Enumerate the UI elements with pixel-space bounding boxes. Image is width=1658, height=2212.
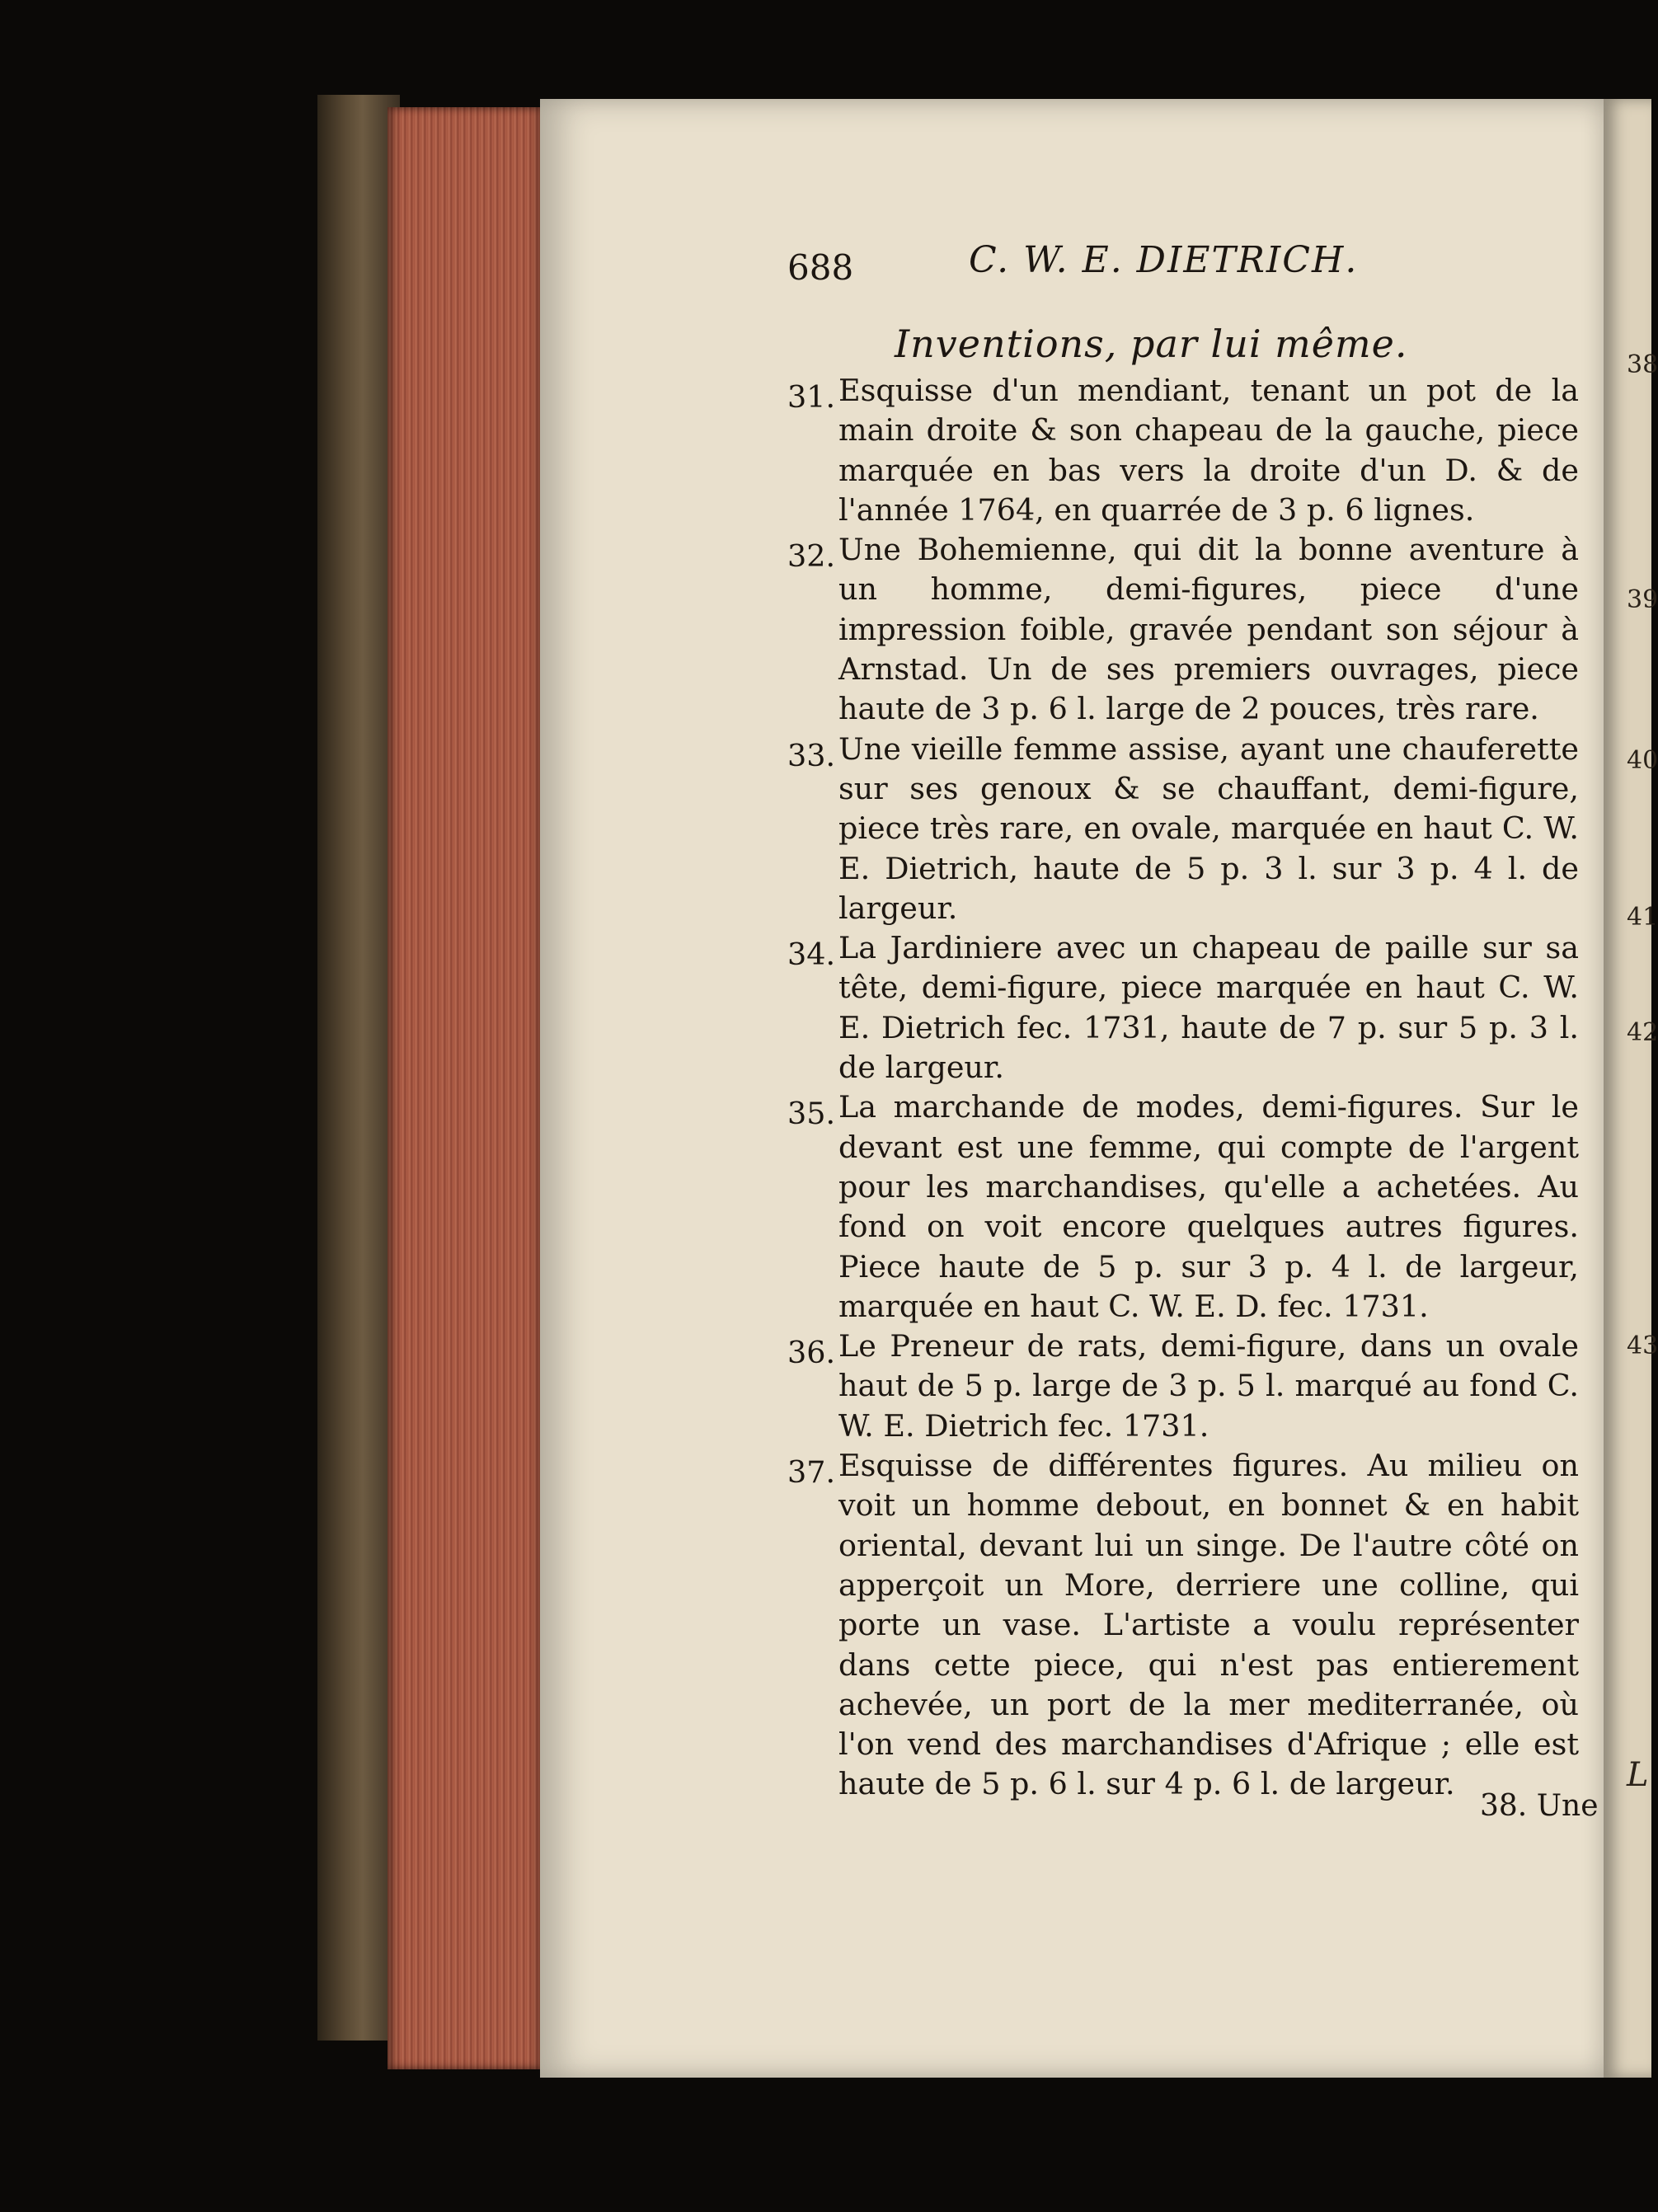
page-number: 688 (787, 247, 854, 288)
facing-page-number: 39 (1627, 585, 1658, 614)
catalogue-entry (787, 371, 1579, 530)
catalogue-entry (787, 1087, 1579, 1327)
entry-number: 35. (787, 1096, 836, 1132)
facing-page-number: 41 (1627, 903, 1658, 932)
entry-text: La Jardiniere avec un chapeau de paille sur sa tête, demi-figure, piece marquée en haut C. W. E. Dietrich fec. 1731, haute de 7 p. sur 5 p. 3 l. de largeur. (838, 930, 1579, 1086)
entry-number: 31. (787, 379, 836, 415)
facing-page-number: 43 (1627, 1331, 1658, 1360)
entry-text: Esquisse de différentes figures. Au milieu on voit un homme debout, en bonnet & en habit oriental, devant lui un singe. De l'autre côté on apperçoit un More, derriere une colline, qui porte un vase. L'artiste a voulu représenter dans cette piece, qui n'est pas entierement achevée, un port de la mer mediterranée, où l'on vend des marchandises d'Afrique ; elle est haute de 5 p. 6 l. sur 4 p. 6 l. de largeur. (838, 1448, 1579, 1802)
entry-number: 33. (787, 737, 836, 773)
entry-text: La marchande de modes, demi-figures. Sur le devant est une femme, qui compte de l'argent pour les marchandises, qu'elle a achetées. Au fond on voit encore quelques autres figures. Piece haute de 5 p. sur 3 p. 4 l. de largeur, marquée en haut C. W. E. D. fec. 1731. (838, 1089, 1579, 1324)
entry-number: 34. (787, 937, 836, 973)
catchword: 38. Une (1480, 1789, 1599, 1823)
running-head: C. W. E. DIETRICH. (969, 239, 1359, 281)
entry-number: 37. (787, 1454, 836, 1491)
catalogue-entries (787, 371, 1579, 1805)
facing-page-number: 40 (1627, 746, 1658, 775)
entry-number: 36. (787, 1335, 836, 1371)
entry-number: 32. (787, 538, 836, 575)
facing-page-letter: L (1627, 1756, 1649, 1794)
page-header (787, 239, 1447, 289)
entry-text: Le Preneur de rats, demi-figure, dans un ovale haut de 5 p. large de 3 p. 5 l. marqué au fond C. W. E. Dietrich fec. 1731. (838, 1328, 1579, 1444)
red-page-edges (387, 107, 544, 2069)
section-title: Inventions, par lui même. (895, 322, 1408, 366)
facing-page-number: 38 (1627, 350, 1658, 379)
catalogue-entry (787, 1327, 1579, 1446)
catalogue-entry (787, 1446, 1579, 1805)
entry-text: Esquisse d'un mendiant, tenant un pot de la main droite & son chapeau de la gauche, piece marquée en bas vers la droite d'un D. & de l'année 1764, en quarrée de 3 p. 6 lignes. (838, 373, 1579, 528)
catalogue-entry (787, 928, 1579, 1087)
entry-text: Une vieille femme assise, ayant une chauferette sur ses genoux & se chauffant, demi-figure, piece très rare, en ovale, marquée en haut C. W. E. Dietrich, haute de 5 p. 3 l. sur 3 p. 4 l. de largeur. (838, 730, 1579, 926)
catalogue-entry (787, 730, 1579, 928)
facing-page-number: 42 (1627, 1018, 1658, 1047)
catalogue-entry (787, 530, 1579, 729)
entry-text: Une Bohemienne, qui dit la bonne aventure à un homme, demi-figures, piece d'une impression foible, gravée pendant son séjour à Arnstad. Un de ses premiers ouvrages, piece haute de 3 p. 6 l. large de 2 pouces, très rare. (838, 532, 1579, 727)
